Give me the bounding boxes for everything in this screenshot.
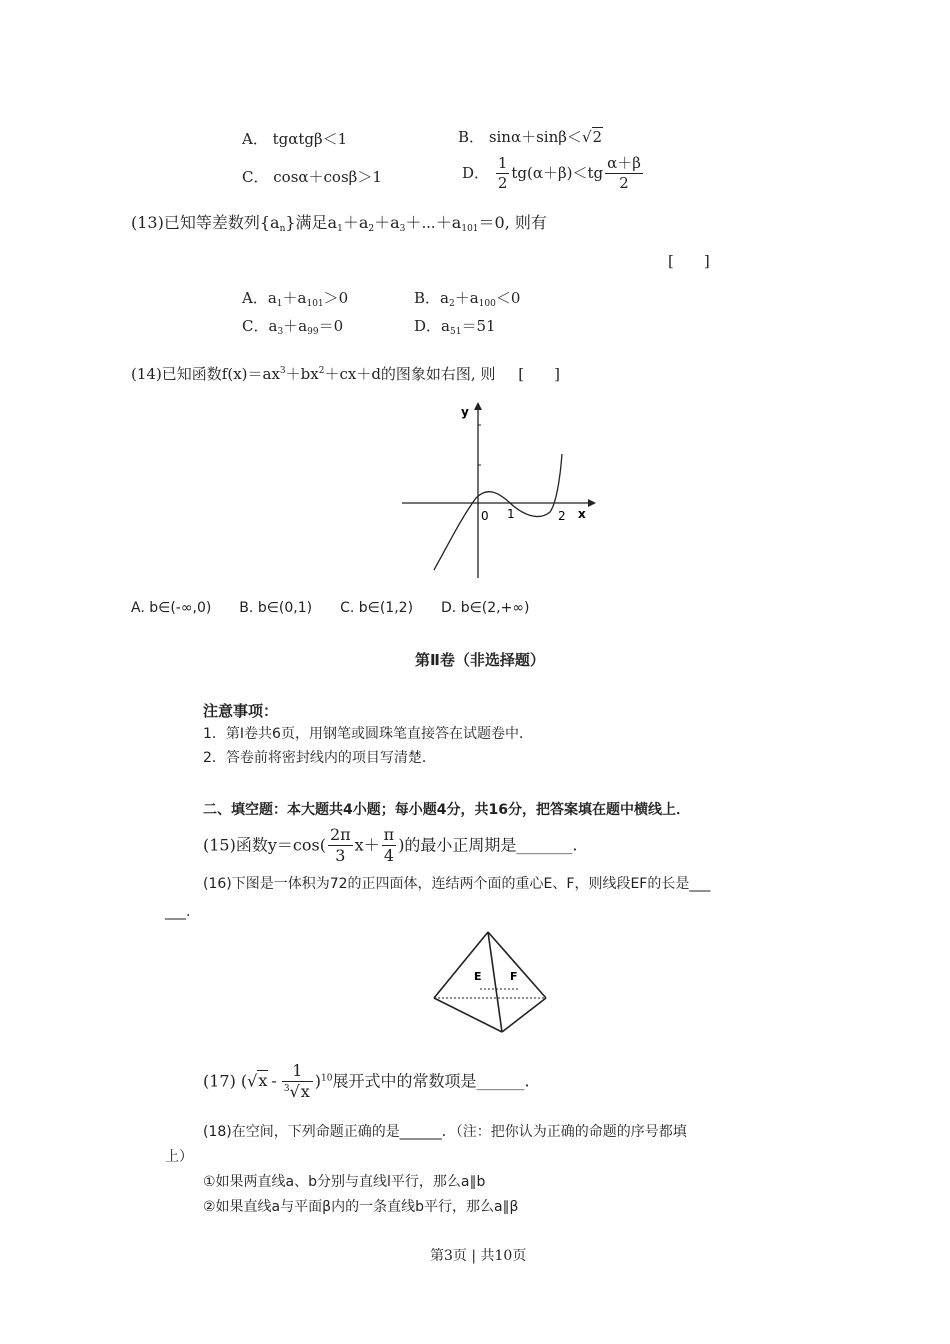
tetrahedron-figure xyxy=(430,928,550,1036)
tick-label-2: 2 xyxy=(558,509,566,523)
note-1: 1．第Ⅰ卷共6页，用钢笔或圆珠笔直接答在试题卷中． xyxy=(203,726,533,742)
q13-option-d: D．$a_{51}=51$ xyxy=(414,317,496,337)
q14-options: A. b∈(-∞,0) B. b∈(0,1) C. b∈(1,2) D. b∈(2,+∞) xyxy=(131,600,530,616)
page-footer: 第3页 | 共10页 xyxy=(430,1248,527,1264)
q13-stem: (13)已知等差数列$\{a_n\}$满足$a_1+a_2+a_3+\cdots+a_{101}=0$, 则有 xyxy=(131,213,547,234)
point-label-f: F xyxy=(510,970,518,983)
x-axis-label: x xyxy=(578,507,586,521)
fraction: $\frac{\alpha+\beta}{2}$ xyxy=(607,154,641,193)
fraction: $\frac{1}{2}$ xyxy=(497,154,508,193)
q13-option-c: C．$a_3+a_{99}=0$ xyxy=(242,317,344,337)
q12-option-a xyxy=(242,130,347,148)
q16-line1: (16)下图是一体积为72的正四面体，连结两个面的重心E、F，则线段EF的长是___ xyxy=(203,876,711,892)
note-2: 2．答卷前将密封线内的项目写清楚． xyxy=(203,750,436,766)
answer-bracket: [ ] xyxy=(668,252,710,270)
q12-option-c xyxy=(242,168,382,186)
y-axis-label: y xyxy=(461,405,469,419)
option-label: A． xyxy=(242,130,268,148)
q14-stem: (14)已知函数$f(x)=ax^3+bx^2+cx+d$的图象如右图, 则 [ ] xyxy=(131,365,560,383)
sqrt-radicand: 2 xyxy=(592,128,603,146)
option-text: tg(α＋β)＜tg xyxy=(511,163,604,182)
q12-option-d xyxy=(462,155,645,193)
part2-title: 第Ⅱ卷（非选择题） xyxy=(415,651,545,669)
option-text: tgαtgβ＜1 xyxy=(272,130,348,148)
section-heading: 二、填空题：本大题共4小题；每小题4分，共16分，把答案填在题中横线上． xyxy=(203,802,690,818)
x-axis-arrow xyxy=(588,499,596,507)
fraction: $\frac{1}{^3√x}$ xyxy=(282,1062,313,1102)
option-label: D． xyxy=(462,163,490,182)
q18-item-2: ②如果直线a与平面β内的一条直线b平行，那么a∥β xyxy=(203,1199,519,1215)
notes-title: 注意事项： xyxy=(203,702,279,720)
q18-line1: (18)在空间，下列命题正确的是______．（注：把你认为正确的命题的序号都填 xyxy=(203,1124,687,1140)
answer-bracket: [ ] xyxy=(518,365,560,383)
q16-line2: ___. xyxy=(165,904,191,920)
tick-label-1: 1 xyxy=(507,507,515,521)
fraction: $\frac{\pi}{4}$ xyxy=(383,825,395,866)
q15: (15)函数y＝cos( $\frac{2\pi}{3}$ x＋ $\frac{\pi}{4}$ )的最小正周期是_______. xyxy=(203,825,578,866)
option-text: cosα＋cosβ＞1 xyxy=(273,168,382,186)
y-axis-arrow xyxy=(474,402,482,410)
q12-option-b: B． sinα＋sinβ＜√2 xyxy=(458,128,603,146)
q13-option-a: A．$a_1+a_{101}>0$ xyxy=(242,289,349,309)
fraction: $\frac{2\pi}{3}$ xyxy=(329,825,351,866)
q13-option-b: B．$a_2+a_{100}<0$ xyxy=(414,289,521,309)
option-label: B． xyxy=(458,128,485,146)
option-label: C． xyxy=(242,168,269,186)
tick-label-0: 0 xyxy=(481,509,489,523)
option-text: sinα＋sinβ＜ xyxy=(488,128,582,146)
q18-item-1: ①如果两直线a、b分别与直线l平行，那么a∥b xyxy=(203,1174,486,1190)
q18-line2: 上） xyxy=(165,1149,193,1165)
cubic-function-graph xyxy=(398,400,598,582)
function-curve xyxy=(434,454,562,570)
point-label-e: E xyxy=(474,970,482,983)
q17: (17) (√x - $\frac{1}{^3√x}$ )$^{10}$展开式中的常数项是______. xyxy=(203,1061,530,1102)
